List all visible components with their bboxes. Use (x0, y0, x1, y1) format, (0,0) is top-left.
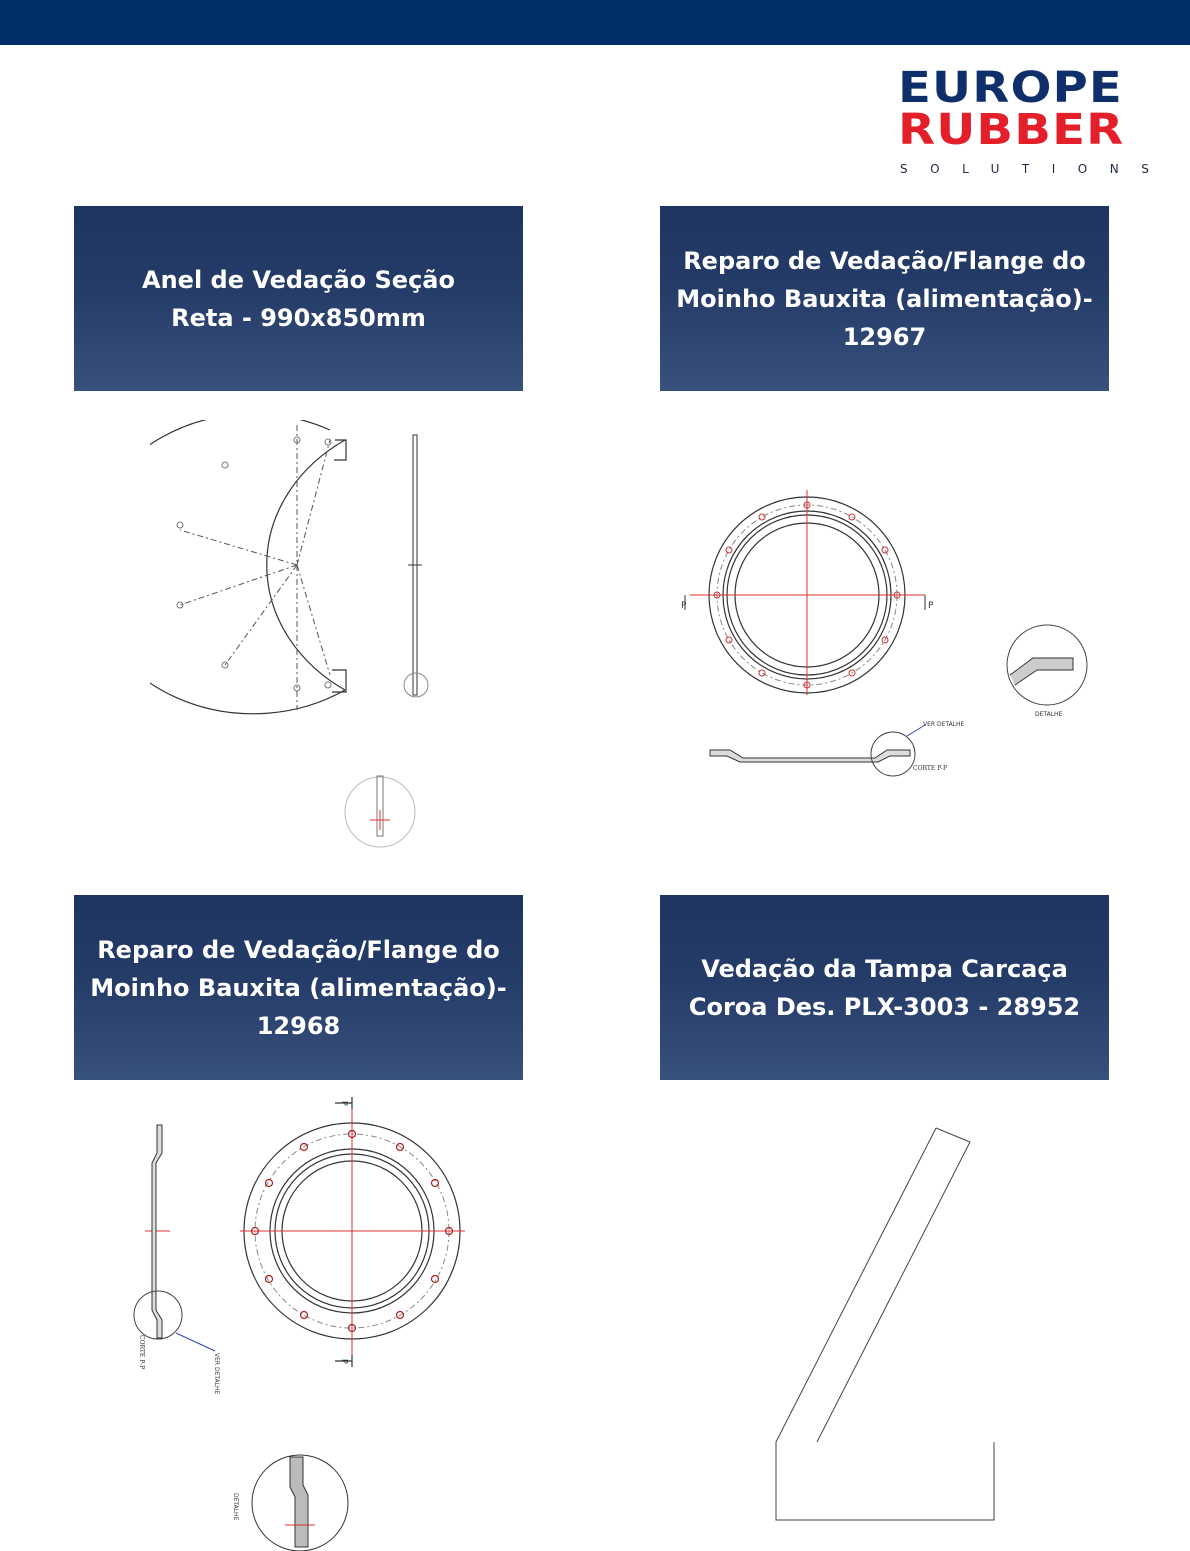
section-marker-p-left: P (681, 601, 687, 611)
section-label: CORTE P-P (913, 765, 947, 772)
product-title-panel-1 (74, 206, 523, 391)
logo-word-solutions: SOLUTIONS (900, 162, 1172, 176)
product-title-panel-3 (74, 895, 523, 1080)
logo-word-europe: EUROPE (898, 63, 1123, 113)
product-title-4: Vedação da Tampa Carcaça Coroa Des. PLX-3003 - 28952 (688, 954, 1081, 1021)
technical-drawing-housing-cover-seal (770, 1120, 1010, 1530)
section-marker-p-top: P (340, 1101, 349, 1106)
see-detail-label: VER DETALHE (923, 721, 965, 728)
europe-rubber-logo (898, 63, 1172, 181)
detail-label: DETALHE (1035, 711, 1063, 718)
technical-drawing-flange-12968 (110, 1095, 490, 1551)
product-title-panel-2 (660, 206, 1109, 391)
product-title-2: Reparo de Vedação/Flange do Moinho Bauxita (alimentação)- 12967 (676, 246, 1093, 351)
technical-drawing-ring-990x850 (150, 420, 450, 860)
product-title-3: Reparo de Vedação/Flange do Moinho Bauxita (alimentação)- 12968 (90, 935, 507, 1040)
product-title-1: Anel de Vedação Seção Reta - 990x850mm (142, 265, 455, 332)
section-label: CORTE P-P (138, 1335, 145, 1369)
detail-label: DETALHE (232, 1493, 239, 1521)
see-detail-label: VER DETALHE (213, 1353, 220, 1395)
top-header-bar (0, 0, 1190, 45)
technical-drawing-flange-12967 (675, 480, 1095, 780)
section-marker-p-bottom: P (340, 1359, 349, 1364)
section-marker-p-right: P (928, 601, 934, 611)
product-title-panel-4 (660, 895, 1109, 1080)
logo-word-rubber: RUBBER (898, 105, 1125, 155)
